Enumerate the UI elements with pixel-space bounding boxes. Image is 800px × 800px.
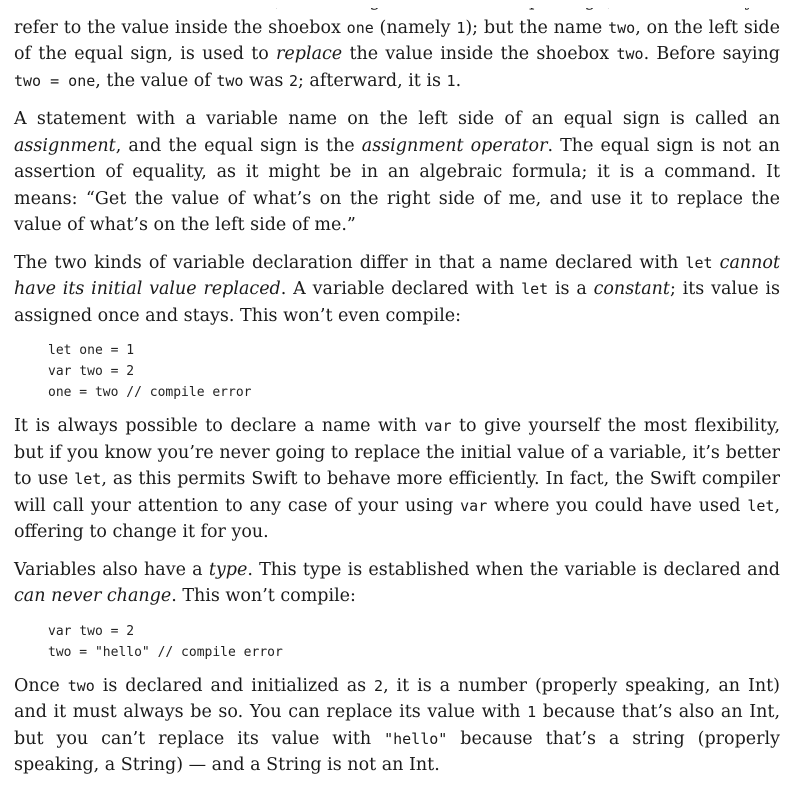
paragraph-assignment — [14, 106, 780, 239]
code-line: one = two // compile error — [48, 385, 252, 400]
inline-code: 1 — [527, 703, 537, 721]
text-run: . A variable declared with — [280, 279, 522, 299]
text-run: , it is a number (properly speaking, an Int) and it must always be so. You can replace its value with — [14, 675, 781, 722]
book-page — [14, 0, 780, 790]
inline-code: two — [608, 18, 636, 37]
code-line: two = "hello" // compile error — [48, 644, 283, 660]
text-run: . This type is established when the variable is declared and — [247, 559, 781, 580]
text-run: . Before saying — [643, 44, 781, 64]
inline-code: two — [216, 71, 244, 90]
paragraph-shoebox — [14, 0, 780, 94]
text-run: ); but the name — [465, 17, 609, 38]
inline-code: two — [616, 45, 644, 63]
page-top-crop — [0, 0, 800, 8]
code-block-let-example — [48, 340, 780, 403]
text-run: . — [455, 70, 462, 91]
text-run: , on the left side of the equal sign, is used to — [14, 17, 780, 64]
text-run: the value inside the shoebox — [342, 44, 617, 64]
text-run: . This won’t compile: — [171, 586, 356, 606]
text-run: , the value of — [95, 70, 217, 91]
code-line: var two = 2 — [48, 623, 135, 639]
text-run: . The equal sign is not an assertion of equality, as it might be in an algebraic formula; it is a command. It means: “Get the value of what’s on the right side of me, and use it to replace the value of what’s on the left side of me.” — [14, 135, 781, 235]
emphasis: type — [208, 559, 248, 580]
inline-code: one — [346, 18, 374, 37]
inline-code: two — [67, 676, 95, 695]
paragraph-int-type — [14, 673, 780, 779]
inline-code: 1 — [456, 18, 466, 37]
code-line: let one = 1 — [48, 343, 135, 358]
inline-code: var — [460, 496, 488, 515]
text-run: , and the equal sign is the — [115, 135, 362, 156]
text-run: The two kinds of variable declaration differ in that a name declared with — [14, 252, 686, 273]
text-run: ; afterward, it is — [297, 70, 447, 91]
text-run: to give yourself the most flexibility, but if you know you’re never going to replace the initial value of a variable, it’s better to use — [14, 416, 781, 489]
text-run: ; its value is assigned once and stays. This won’t even compile: — [14, 279, 780, 326]
code-line: var two = 2 — [48, 364, 135, 379]
text-run: is a — [548, 279, 594, 299]
inline-code: let — [747, 496, 775, 515]
paragraph-type — [14, 557, 780, 610]
inline-code: "hello" — [384, 729, 448, 748]
inline-code: 1 — [446, 71, 456, 90]
inline-code: var — [424, 417, 452, 435]
inline-code: let — [521, 280, 549, 298]
text-run: , as this permits Swift to behave more efficiently. In fact, the Swift compiler will call your attention to any case of your using — [14, 469, 780, 516]
paragraph-declaration-kinds — [14, 250, 780, 330]
text-run: is declared and initialized as — [94, 675, 375, 696]
emphasis: constant — [593, 279, 670, 299]
emphasis: assignment — [14, 135, 116, 156]
text-run: A statement with a variable name on the left side of an equal sign is called an — [14, 109, 780, 129]
text-run: (namely — [373, 17, 457, 38]
text-run: where you could have used — [487, 495, 748, 516]
inline-code: let — [685, 253, 713, 272]
text-run: It is always possible to declare a name with — [14, 416, 425, 436]
paragraph-var-vs-let — [14, 413, 780, 546]
inline-code: let — [74, 470, 102, 488]
code-block-type-example — [48, 621, 780, 663]
text-run: , offering to change it for you. — [14, 495, 781, 542]
emphasis: replace — [276, 44, 343, 64]
inline-code: 2 — [288, 71, 298, 90]
text-run: Variables also have a — [14, 559, 209, 580]
emphasis: can never change — [14, 586, 172, 606]
inline-code: 2 — [374, 676, 384, 695]
emphasis: assignment operator — [361, 135, 548, 156]
emphasis: cannot have its initial value replaced — [14, 252, 780, 299]
text-run: because that’s a string (properly speaking, a String) — and a String is not an Int. — [14, 728, 780, 775]
inline-code: two = one — [14, 71, 96, 90]
text-run: Once — [14, 675, 68, 696]
text-run: refer to the value inside the shoebox — [14, 17, 341, 38]
text-run: because that’s also an Int, but you can’t replace its value with — [14, 702, 781, 749]
text-run: was — [243, 70, 289, 91]
